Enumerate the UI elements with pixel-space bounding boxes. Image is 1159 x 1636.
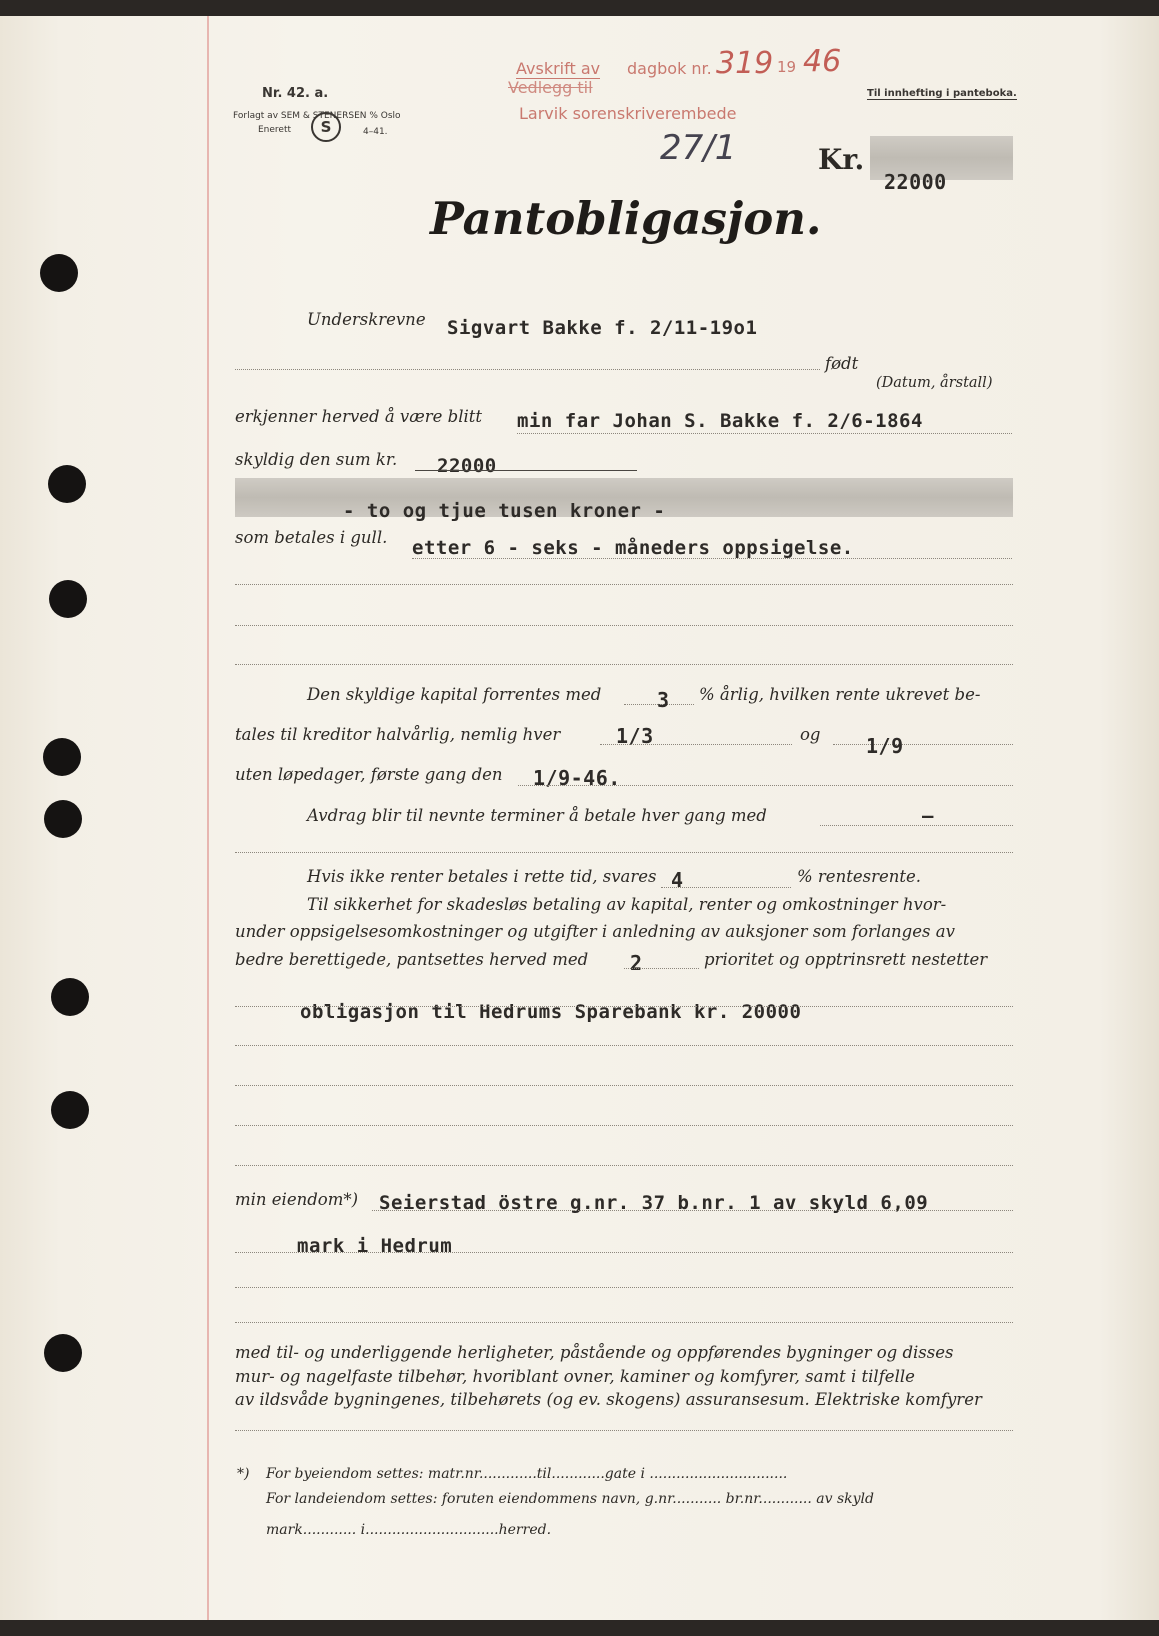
acknowledge-label: erkjenner herved å være blitt xyxy=(235,407,483,426)
paid-terms: etter 6 - seks - måneders oppsigelse. xyxy=(412,537,854,559)
undersigned-value: Sigvart Bakke f. 2/11-19o1 xyxy=(447,317,758,339)
punch-hole xyxy=(40,254,78,292)
amount-value: 22000 xyxy=(884,170,947,194)
footnote-line3: mark............ i..............................herred. xyxy=(266,1522,552,1538)
undersigned-label: Underskrevne xyxy=(307,310,426,329)
interest-line2: tales til kreditor halvårlig, nemlig hver xyxy=(235,725,561,744)
penalty-line-rest: % rentesrente. xyxy=(797,867,921,886)
scan-edge-top xyxy=(0,0,1159,16)
punch-hole xyxy=(48,465,86,503)
dotted-line xyxy=(235,625,1013,626)
dotted-line xyxy=(235,1006,1013,1007)
sum-label: skyldig den sum kr. xyxy=(235,450,398,469)
dotted-line xyxy=(624,968,699,969)
stamp-avskrift: Avskrift av xyxy=(516,59,601,78)
avdrag-value: – xyxy=(922,805,934,827)
security-line3: bedre berettigede, pantsettes herved med xyxy=(235,950,589,969)
punch-hole xyxy=(44,1334,82,1372)
dotted-line xyxy=(235,369,820,370)
dotted-line xyxy=(235,1045,1013,1046)
stamp-vedlegg: Vedlegg til xyxy=(508,78,593,97)
footnote-line1: For byeiendom settes: matr.nr.............til............gate i ............................... xyxy=(266,1466,788,1482)
date-hint: (Datum, årstall) xyxy=(876,375,993,391)
punch-hole xyxy=(43,738,81,776)
punch-hole xyxy=(51,1091,89,1129)
security-line3-rest: prioritet og opptrinsrett nestetter xyxy=(704,950,988,969)
publisher-date: 4–41. xyxy=(363,127,388,137)
annotation-date: 27/1 xyxy=(660,128,737,168)
stamp-office: Larvik sorenskriverembede xyxy=(519,104,737,123)
clause-line3: av ildsvåde bygningenes, tilbehørets (og ev. skogens) assuransesum. Elektriske komfyrer xyxy=(235,1390,982,1409)
interest-rate: 3 xyxy=(657,688,670,712)
property-label: min eiendom*) xyxy=(235,1190,359,1209)
dotted-line xyxy=(235,852,1013,853)
interest-first-date: 1/9-46. xyxy=(533,766,621,790)
form-number: Nr. 42. a. xyxy=(262,86,329,101)
dotted-line xyxy=(235,1322,1013,1323)
punch-hole xyxy=(51,978,89,1016)
publisher-logo: S xyxy=(311,112,341,142)
dotted-line xyxy=(661,887,791,888)
punch-hole xyxy=(49,580,87,618)
security-line2: under oppsigelsesomkostninger og utgifter i anledning av auksjoner som forlanges av xyxy=(235,922,955,941)
property-line1: Seierstad östre g.nr. 37 b.nr. 1 av skyld 6,09 xyxy=(379,1192,929,1214)
stamp-year-prefix: 19 xyxy=(777,58,797,76)
priority-value: 2 xyxy=(630,951,643,975)
stamp-dagbok-label: dagbok nr. xyxy=(627,59,712,78)
penalty-rate: 4 xyxy=(671,868,684,892)
stamp-dagbok-number: 319 xyxy=(716,46,774,81)
dotted-line xyxy=(235,1287,1013,1288)
interest-date1: 1/3 xyxy=(616,724,654,748)
penalty-line: Hvis ikke renter betales i rette tid, svares xyxy=(307,867,657,886)
publisher-enerett: Enerett xyxy=(258,125,292,135)
dotted-line xyxy=(833,744,1013,745)
binding-note: Til innhefting i panteboka. xyxy=(867,88,1017,99)
born-label: født xyxy=(825,354,859,373)
interest-og: og xyxy=(800,725,821,744)
property-line2: mark i Hedrum xyxy=(297,1235,453,1257)
dotted-line xyxy=(600,744,792,745)
dotted-line xyxy=(235,1125,1013,1126)
dotted-line xyxy=(235,1430,1013,1431)
security-line1: Til sikkerhet for skadesløs betaling av kapital, renter og omkostninger hvor- xyxy=(307,895,947,914)
dotted-line xyxy=(518,785,1013,786)
publisher-line: Forlagt av SEM & STENERSEN % Oslo xyxy=(233,111,401,121)
dotted-line xyxy=(235,664,1013,665)
dotted-line xyxy=(412,558,1012,559)
dotted-line xyxy=(235,1252,1013,1253)
dotted-line xyxy=(235,1085,1013,1086)
footnote-marker: *) xyxy=(237,1466,250,1482)
sum-words: - to og tjue tusen kroner - xyxy=(343,500,666,522)
scan-edge-bottom xyxy=(0,1620,1159,1636)
footnote-line2: For landeiendom settes: foruten eiendommens navn, g.nr........... br.nr............ av skyld xyxy=(266,1491,874,1507)
creditor-value: min far Johan S. Bakke f. 2/6-1864 xyxy=(517,410,923,432)
dotted-line xyxy=(372,1210,1013,1211)
clause-line1: med til- og underliggende herligheter, påstående og oppførendes bygninger og disses xyxy=(235,1343,954,1362)
interest-line1-rest: % årlig, hvilken rente ukrevet be- xyxy=(699,685,981,704)
punch-hole xyxy=(44,800,82,838)
dotted-line xyxy=(235,1165,1013,1166)
dotted-line xyxy=(517,433,1012,434)
margin-rule xyxy=(207,16,209,1620)
stamp-year-suffix: 46 xyxy=(803,44,842,79)
sum-value: 22000 xyxy=(437,455,497,477)
interest-line3: uten løpedager, første gang den xyxy=(235,765,503,784)
avdrag-line: Avdrag blir til nevnte terminer å betale hver gang med xyxy=(307,806,767,825)
prior-lien: obligasjon til Hedrums Sparebank kr. 20000 xyxy=(300,1001,802,1023)
amount-label: Kr. xyxy=(818,143,865,176)
interest-line1: Den skyldige kapital forrentes med xyxy=(307,685,602,704)
dotted-line xyxy=(820,825,1013,826)
interest-date2: 1/9 xyxy=(866,734,904,758)
sum-underline xyxy=(415,470,637,471)
paid-label: som betales i gull. xyxy=(235,528,388,547)
clause-line2: mur- og nagelfaste tilbehør, hvoriblant ovner, kaminer og komfyrer, samt i tilfelle xyxy=(235,1367,915,1386)
document-title: Pantobligasjon. xyxy=(430,192,822,245)
dotted-line xyxy=(235,584,1013,585)
